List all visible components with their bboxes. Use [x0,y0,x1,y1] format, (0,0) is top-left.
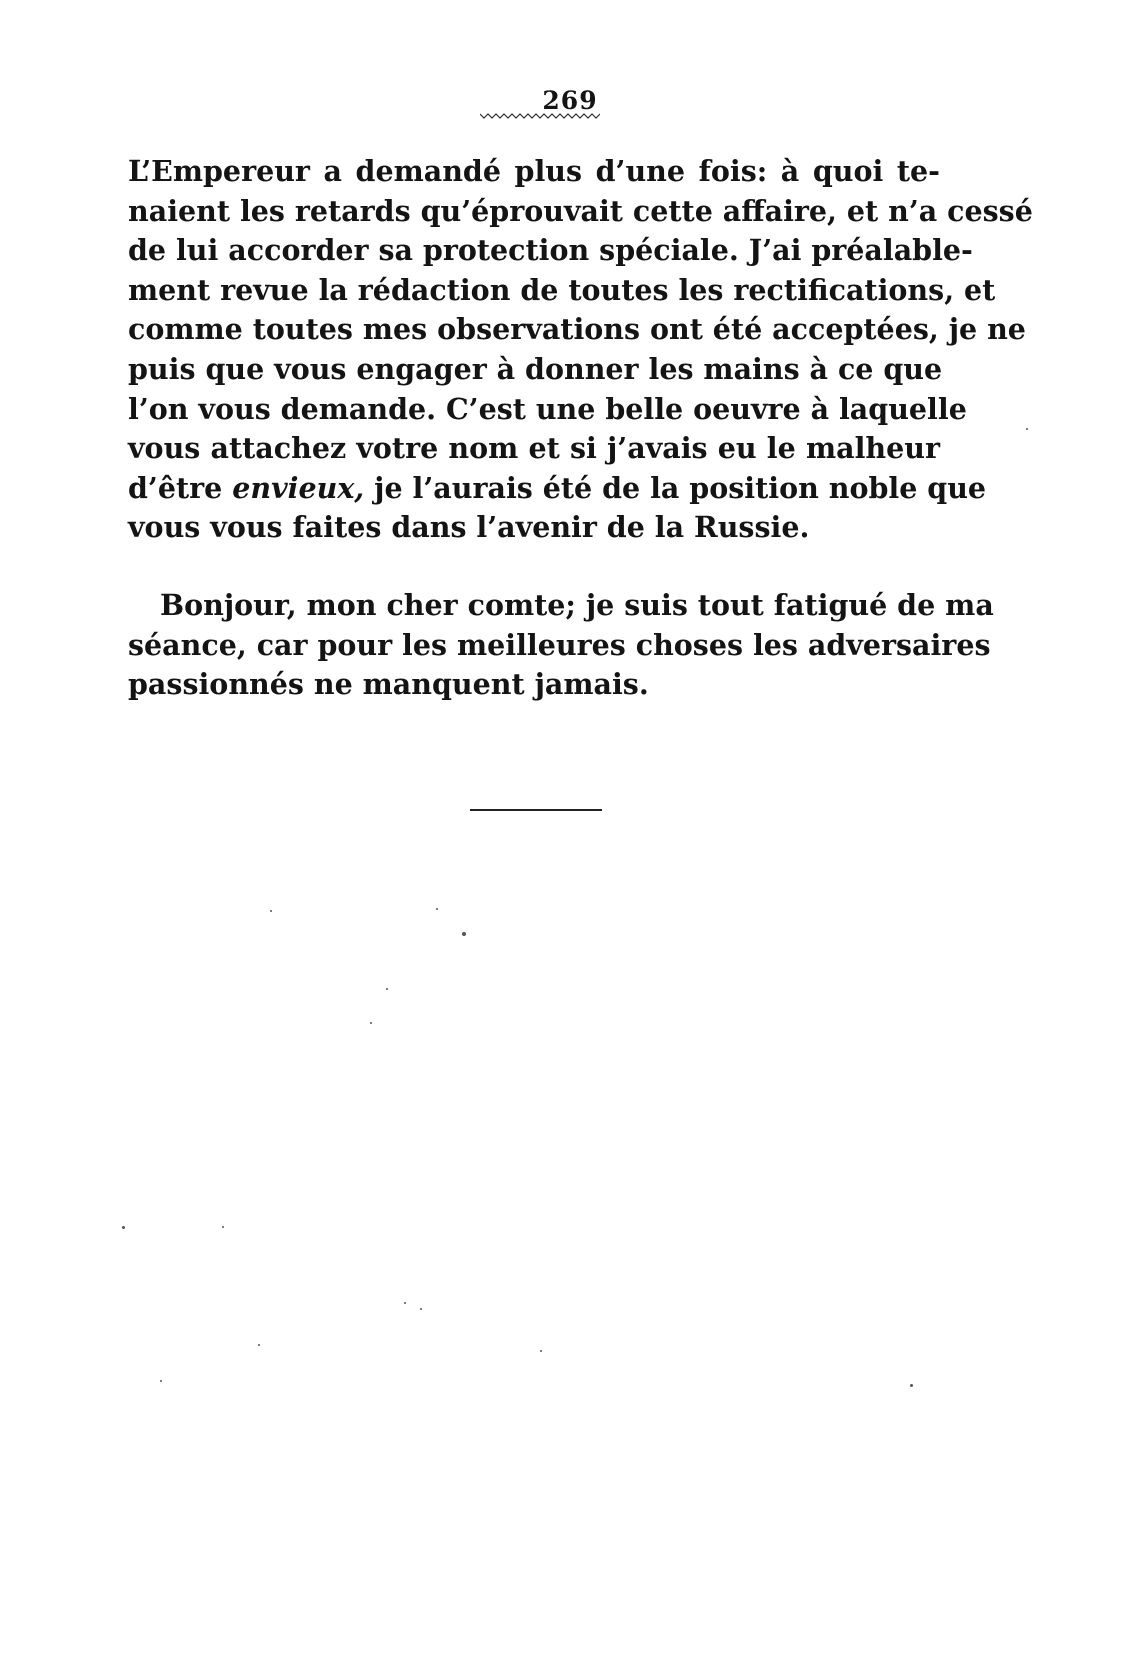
text-line: puis que vous engager à donner les mains à ce que [128,351,943,386]
text-line: de lui accorder sa protection spéciale. J’ai préalable- [128,233,973,268]
text-line: vous vous faites dans l’avenir de la Russie. [128,510,810,545]
text-line: l’on vous demande. C’est une belle oeuvre à laquelle [128,391,967,426]
scan-speck [404,1302,406,1304]
text-line: séance, car pour les meilleures choses les adversaires [128,627,991,662]
scan-speck [910,1384,913,1387]
text-fragment: je l’aurais été de la position noble que [364,470,987,505]
scan-speck [386,988,388,990]
emphasized-word: envieux, [232,470,365,505]
text-line: L’Empereur a demandé plus d’une fois: à quoi te- [128,154,940,188]
scan-speck [270,910,272,912]
text-line: passionnés ne manquent jamais. [128,667,649,702]
text-line [128,469,987,509]
scan-speck [420,1308,422,1310]
text-line: ment revue la rédaction de toutes les rectifications, et [128,272,996,307]
scan-speck [122,1226,125,1229]
text-line: comme toutes mes observations ont été acceptées, je ne [128,312,1026,347]
scan-speck [370,1022,372,1024]
text-fragment: d’être [128,470,233,505]
text-line: naient les retards qu’éprouvait cette affaire, et n’a cessé [128,193,1033,228]
scan-speck [540,1350,542,1352]
text-line: Bonjour, mon cher comte; je suis tout fatigué de ma [160,588,994,622]
page-number: 269 [542,86,598,115]
scan-speck [258,1344,260,1346]
scan-speck [436,908,438,910]
paragraph-1 [128,152,1033,548]
scan-speck [160,1380,162,1382]
scan-speck [1026,428,1028,430]
scan-speck [462,932,466,936]
page-number-ornament [480,112,600,122]
section-end-rule [470,809,602,811]
text-line: vous attachez votre nom et si j’avais eu le malheur [128,431,940,466]
paragraph-2 [128,586,994,705]
scan-speck [222,1226,224,1228]
